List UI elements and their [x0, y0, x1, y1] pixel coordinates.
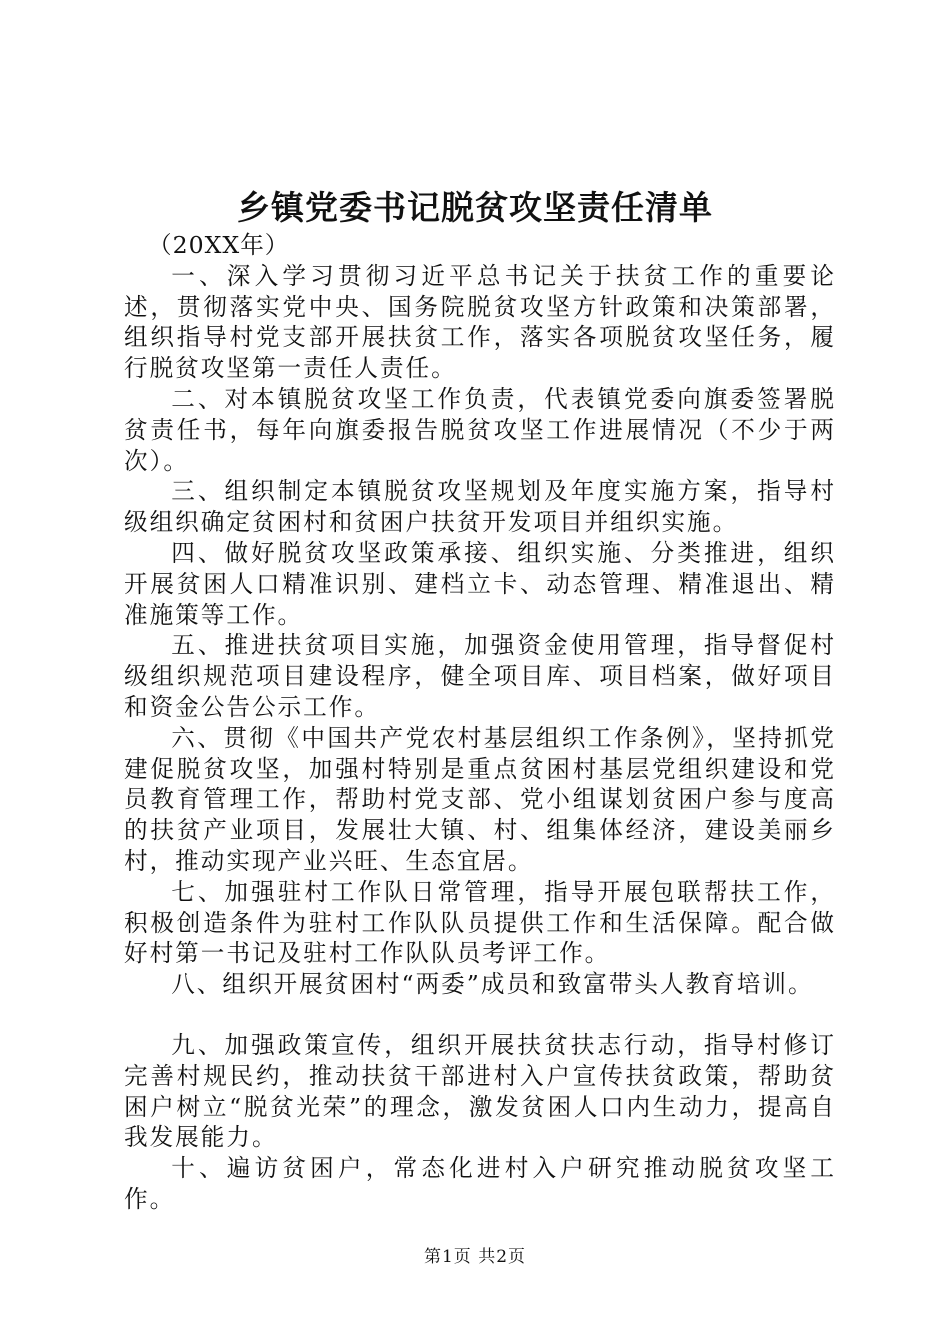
paragraph-6: 六、贯彻《中国共产党农村基层组织工作条例》，坚持抓党建促脱贫攻坚，加强村特别是重点贫困村基层党组织建设和党员教育管理工作，帮助村党支部、党小组谋划贫困户参与度高的扶贫产业项目，发展壮大镇、村、组集体经济，建设美丽乡村，推动实现产业兴旺、生态宜居。 [124, 723, 836, 875]
document-title: 乡镇党委书记脱贫攻坚责任清单 [237, 188, 713, 227]
paragraph-1: 一、深入学习贯彻习近平总书记关于扶贫工作的重要论述，贯彻落实党中央、国务院脱贫攻坚方针政策和决策部署，组织指导村党支部开展扶贫工作，落实各项脱贫攻坚任务，履行脱贫攻坚第一责任人责任。 [124, 261, 836, 383]
document-year: （20XX年） [148, 231, 290, 259]
paragraph-7: 七、加强驻村工作队日常管理，指导开展包联帮扶工作，积极创造条件为驻村工作队队员提供工作和生活保障。配合做好村第一书记及驻村工作队队员考评工作。 [124, 877, 836, 968]
paragraph-5: 五、推进扶贫项目实施，加强资金使用管理，指导督促村级组织规范项目建设程序，健全项目库、项目档案，做好项目和资金公告公示工作。 [124, 631, 836, 721]
paragraph-9: 九、加强政策宣传，组织开展扶贫扶志行动，指导村修订完善村规民约，推动扶贫干部进村入户宣传扶贫政策，帮助贫困户树立“脱贫光荣”的理念，激发贫困人口内生动力，提高自我发展能力。 [124, 1030, 836, 1152]
page-footer: 第1页 共2页 [423, 1247, 527, 1267]
paragraph-8: 八、组织开展贫困村“两委”成员和致富带头人教育培训。 [171, 970, 814, 999]
paragraph-4: 四、做好脱贫攻坚政策承接、组织实施、分类推进，组织开展贫困人口精准识别、建档立卡、动态管理、精准退出、精准施策等工作。 [124, 538, 836, 629]
paragraph-10: 十、遍访贫困户，常态化进村入户研究推动脱贫攻坚工作。 [124, 1154, 836, 1213]
paragraph-2: 二、对本镇脱贫攻坚工作负责，代表镇党委向旗委签署脱贫责任书，每年向旗委报告脱贫攻坚工作进展情况（不少于两次）。 [124, 384, 836, 475]
paragraph-3: 三、组织制定本镇脱贫攻坚规划及年度实施方案，指导村级组织确定贫困村和贫困户扶贫开发项目并组织实施。 [124, 477, 836, 537]
document-body [124, 230, 836, 1215]
